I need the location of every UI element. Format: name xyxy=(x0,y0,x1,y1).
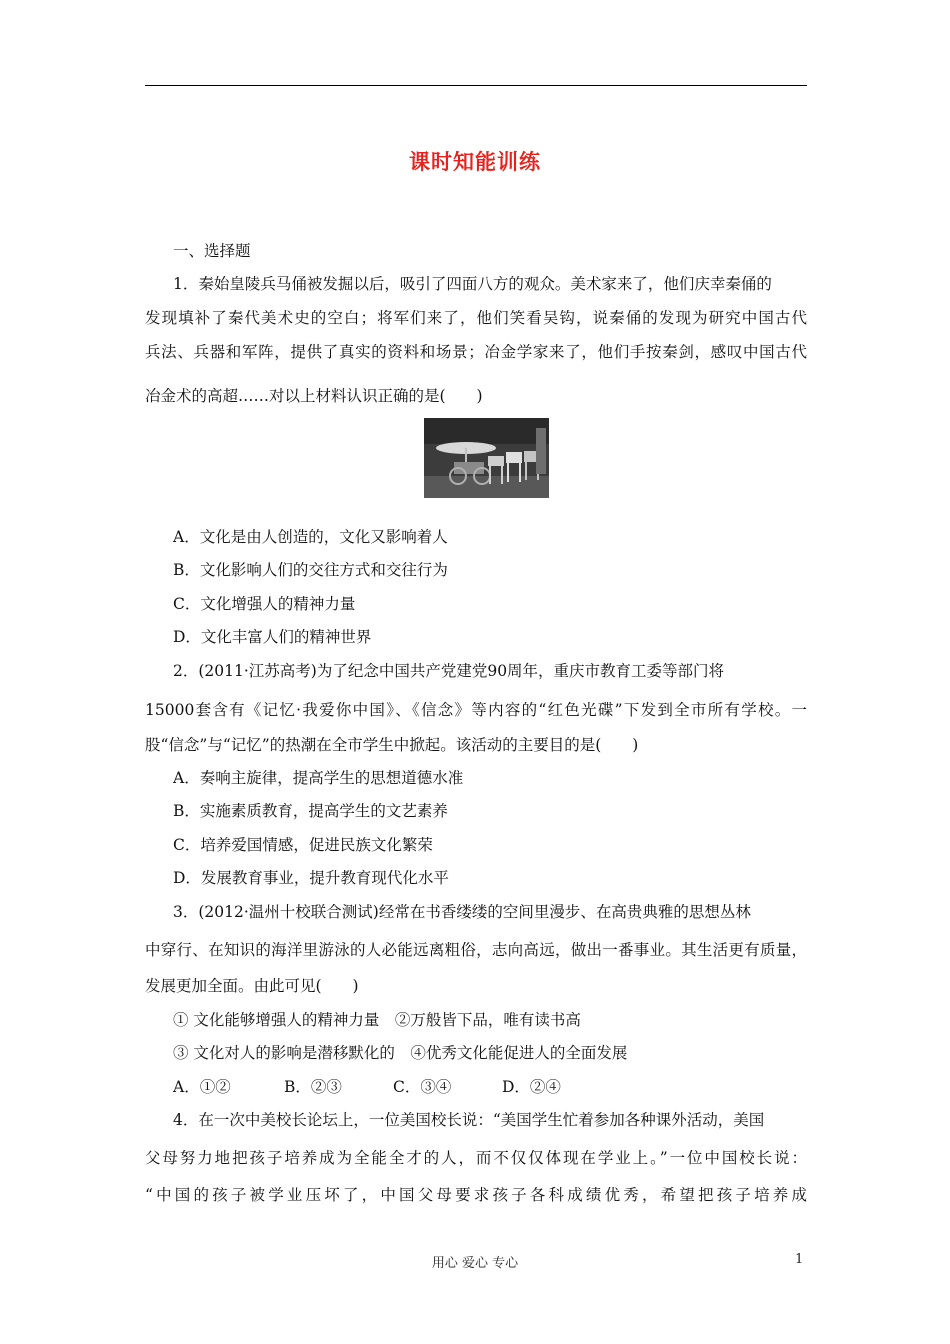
q4-line-1: 4．在一次中美校长论坛上，一位美国校长说：“美国学生忙着参加各种课外活动，美国 xyxy=(173,1111,765,1129)
q1-option-d: D．文化丰富人们的精神世界 xyxy=(173,628,372,646)
terracotta-chariot-photo xyxy=(424,418,549,498)
q3-options-row xyxy=(173,1077,561,1097)
q3-option-a: A．①② xyxy=(173,1078,231,1096)
q2-line-3: 股“信念”与“记忆”的热潮在全市学生中掀起。该活动的主要目的是( ) xyxy=(145,736,639,754)
q1-line-1: 1．秦始皇陵兵马俑被发掘以后，吸引了四面八方的观众。美术家来了，他们庆幸秦俑的 xyxy=(173,275,772,293)
q3-option-c: C．③④ xyxy=(393,1078,452,1096)
q4-line-2: 父母努力地把孩子培养成为全能全才的人，而不仅仅体现在学业上。”一位中国校长说： xyxy=(145,1149,807,1167)
q1-option-b: B．文化影响人们的交往方式和交往行为 xyxy=(173,561,448,579)
q2-line-2: 15000套含有《记忆·我爱你中国》、《信念》等内容的“红色光碟”下发到全市所有学校。一 xyxy=(145,701,807,719)
q2-option-a: A．奏响主旋律，提高学生的思想道德水准 xyxy=(173,769,464,787)
q4-line-3: “中国的孩子被学业压坏了，中国父母要求孩子各科成绩优秀，希望把孩子培养成 xyxy=(145,1186,807,1204)
q3-line-1: 3．(2012·温州十校联合测试)经常在书香缕缕的空间里漫步、在高贵典雅的思想丛林 xyxy=(173,903,751,921)
q3-line-2: 中穿行、在知识的海洋里游泳的人必能远离粗俗，志向高远，做出一番事业。其生活更有质量， xyxy=(145,941,807,959)
header-rule xyxy=(145,85,807,86)
q1-line-3: 兵法、兵器和军阵，提供了真实的资料和场景；冶金学家来了，他们手按秦剑，感叹中国古代 xyxy=(145,343,807,361)
q3-statement-2: ③ 文化对人的影响是潜移默化的 ④优秀文化能促进人的全面发展 xyxy=(173,1044,628,1062)
page-number: 1 xyxy=(795,1252,804,1267)
q3-line-3: 发展更加全面。由此可见( ) xyxy=(145,977,359,995)
section-heading: 一、选择题 xyxy=(173,242,251,260)
q3-option-d: D．②④ xyxy=(502,1078,561,1096)
footer-motto: 用心 爱心 专心 xyxy=(431,1256,519,1271)
q2-option-b: B．实施素质教育，提高学生的文艺素养 xyxy=(173,802,448,820)
q3-option-b: B．②③ xyxy=(284,1078,342,1096)
page-title: 课时知能训练 xyxy=(409,149,541,174)
q1-line-2: 发现填补了秦代美术史的空白；将军们来了，他们笑看吴钩，说秦俑的发现为研究中国古代 xyxy=(145,309,807,327)
q3-statement-1: ① 文化能够增强人的精神力量 ②万般皆下品，唯有读书高 xyxy=(173,1011,581,1029)
q1-option-a: A．文化是由人创造的，文化又影响着人 xyxy=(173,528,448,546)
q2-line-1: 2．(2011·江苏高考)为了纪念中国共产党建党90周年，重庆市教育工委等部门将 xyxy=(173,662,725,680)
q2-option-d: D．发展教育事业，提升教育现代化水平 xyxy=(173,869,449,887)
q1-line-4: 冶金术的高超……对以上材料认识正确的是( ) xyxy=(145,387,483,405)
q2-option-c: C．培养爱国情感，促进民族文化繁荣 xyxy=(173,836,433,854)
q1-option-c: C．文化增强人的精神力量 xyxy=(173,595,356,613)
